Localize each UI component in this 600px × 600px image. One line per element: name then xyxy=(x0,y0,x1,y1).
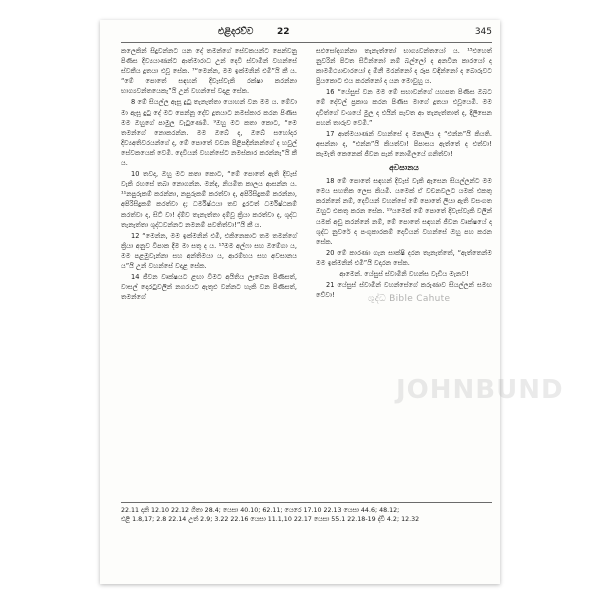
verse-paragraph: 16 “යේසුස් වන මම මේ සභාවන්ගේ යහපත පිණිස ඔබට මේ දේවල් ප්‍රකාශ කරන පිණිස මාගේ දූතයා එවූයෙමි. මම දාවිත්ගේ වංශයේ මුල ද එයින් පැවත ආ තැනැත්තාත් ද, දිලිසෙන පහන් තාරුව වෙමි.” xyxy=(316,88,492,127)
header-rule xyxy=(121,42,492,43)
cross-reference-line: 22.11 දානි 12.10 22.12 ගීතා 28.4; යෙසා 40.10; 62.11; යෙරෙ 17.10 22.13 යෙසා 44.6; 48.12; xyxy=(121,507,400,514)
watermark-text: ශුද්ධ Bible Cahute xyxy=(368,294,451,304)
verse-paragraph: 14 ජීවන වෘක්ෂයට ළඟා වීමට අයිතිය ලැබෙන පිණිසත්, වාසල් දොරටුවලින් නගරයට ඇතුළු වන්නට හැකි වන පිණිසත්, තමන්ගේ xyxy=(121,273,297,302)
verse-paragraph: 10 තවද, ඔහු මට කතා කොට, “මේ පොතේ ඇති දිවැස් වැකි රහසේ තබා නොගන්න. මන්ද, නියමිත කාලය ආසන්න ය. ¹¹නපුරුකම් කරන්නා, නපුරුකම් කරත්වා ද, අපිරිසිදුකම් කරන්නා, අපිරිසිදුකම් කරත්වා ද; ධර්මිෂ්ඨයා තව දුරටත් ධර්මිෂ්ඨකම් කරත්වා ද, සිට් වා! ද්ම්ව තැනැත්තා දම්වූ ක්‍රියා කරත්වා ද, ශුද්ධ තැනැත්තා ශුද්ධවන්නට නමනම් පවතිත්වා!”යි කී ය. xyxy=(121,170,297,229)
verse-paragraph: 20 මේ කාරණා ගැන සාක්ෂි දරන තැනැත්තේ, “ඇත්තෙන්ම මම ඉක්මනින් එමි”යි වදාරන සේක. xyxy=(316,248,492,267)
verse-paragraph: 18 මේ පොතේ සඳහන් දිවැස් වැකි ඇසෙන සියල්ලන්ට මම මෙය සහතික ලෙස කියමි. යමෙක් ඒ වචනවලට යමක් එකතු කරන්නේ නම්, දෙවියන් වහන්සේ මේ පොතේ ලියා ඇති වසංගත ඔහුට එකතු කරන සේක. ¹⁹යමෙක් මේ පොතේ දිවැස්වැකි වලින් යමක් අඩු කරන්නේ නම්, මේ පොතේ සඳහන් ජීවන වෘක්ෂයේ ද ශුද්ධ නුවරේ ද පංගුකාරකම් දෙවියන් වහන්සේ ඔහු පහ කරන සේක. xyxy=(316,177,492,246)
verse-paragraph: 8 මේ සියල්ල ඇසූ දුටු තැනැත්තා යොහන් වන මම ය. මේවා මා ඇසූ දුටු දේ මට පෙන්නූ දේව දූතයාට නමස්කාර කරන පිණිස මම ඔහුගේ පාමුල වැටුණෙමි. ⁹ඔහු මට කතා කොට, “මෙ තමන්ගේ නොකරන්න. මම ඔබේ ද, ඔබේ සහෝදර දිව්‍යඅතිවරයන්ගේ ද, මේ පොතේ වචන පිළිපදින්නන්ගේ ද හවුල් සේවකයෙක් වෙමි. දෙවියන් වහන්සේට නමස්කාර කරන්නැ”යි කී ය. xyxy=(121,98,297,168)
verse-paragraph: සළුසෝදගන්නා තැනැත්තෝ භාග්‍යවන්තයෝ ය. ¹⁵එහෙත් නුවරින් පිටත සිටින්නෝ නම් බල්ලෝ ද අනවින කාරයෝ ද කාමමිථ්‍යාචාරයෝ ද මිනී මරන්නෝ ද රූප වඳින්නෝ ද බොරුවට ප්‍රියකොට එය කරන්නෝ ද යන මොවුහු ය. xyxy=(316,47,492,86)
verse-paragraph: 12 “මෙන්න, මම ඉක්මනින් එමි, එකිනෙකාට තම තමන්ගේ ක්‍රියා අනුව විපාක දීම මා සතු ද ය. ¹³මම අල්ෆා සහ ඔමේගා ය, මම පළමුවැන්නා සහ අන්තිමයා ය, ආරම්භය සහ අවසානය ය”යි උන් වහන්සේ වදාළ සේක. xyxy=(121,231,297,270)
verse-paragraph: ආමෙන්. යේසුස් ස්වාමීනි වහන්ස වැඩිය මැනව! xyxy=(339,269,469,278)
footer-rule xyxy=(121,502,492,503)
verse-paragraph: 21 යේසුස් ස්වාමීන් වහන්සේගේ කරුණාව සියල්ලන් සමඟ වේවා! xyxy=(316,281,492,300)
cross-reference-line: එළි 1.8,17; 2.8 22.14 උත් 2.9; 3.22 22.16 යෙසා 11.1,10 22.17 යෙසා 55.1 22.18-19 ද්වි 4.2; 12.32 xyxy=(121,516,420,524)
verse-paragraph: 17 ආත්මයාණන් වහන්සේ ද මනාලිය ද “එන්න”යි කියති. අසන්නා ද, “එන්න”යි කියත්වා! පිපාසය ඇත්තේ ද එත්වා! කැමැති කෙනෙක් ජීවන පැන් නොමිලයේ ගනිත්වා! xyxy=(316,129,492,158)
verse-paragraph: කලෙකින් සිදුවන්නට යන දේ තමන්ගේ සේවකයන්ට පෙන්වනු පිණිස දිව්‍යයාණන්ට ආත්මාරාධ උන් දෙවි ස්වාමින් වහන්සේ ස්වකීය දූතයා එවූ සේක. ⁷“මෙන්න, මම ඉක්මනින් එමි”යි කී ය. “මේ පොතේ සඳහන් දිවැස්වැකි රක්ෂා කරන්නා භාග්‍යවන්තයෙකැ”යි උන් වහන්සේ වදාළ සේක. xyxy=(121,47,297,96)
chapter-number: 22 xyxy=(277,27,290,37)
running-header xyxy=(100,27,500,41)
watermark-faint: JOHNBUND xyxy=(396,375,564,405)
section-heading: අවසානය xyxy=(389,163,419,173)
left-column xyxy=(121,46,297,500)
right-column xyxy=(316,46,492,500)
book-title: එළිදරව්ව xyxy=(218,27,254,37)
bible-page xyxy=(100,20,564,584)
cross-references xyxy=(121,506,492,524)
page-number: 345 xyxy=(474,27,492,37)
